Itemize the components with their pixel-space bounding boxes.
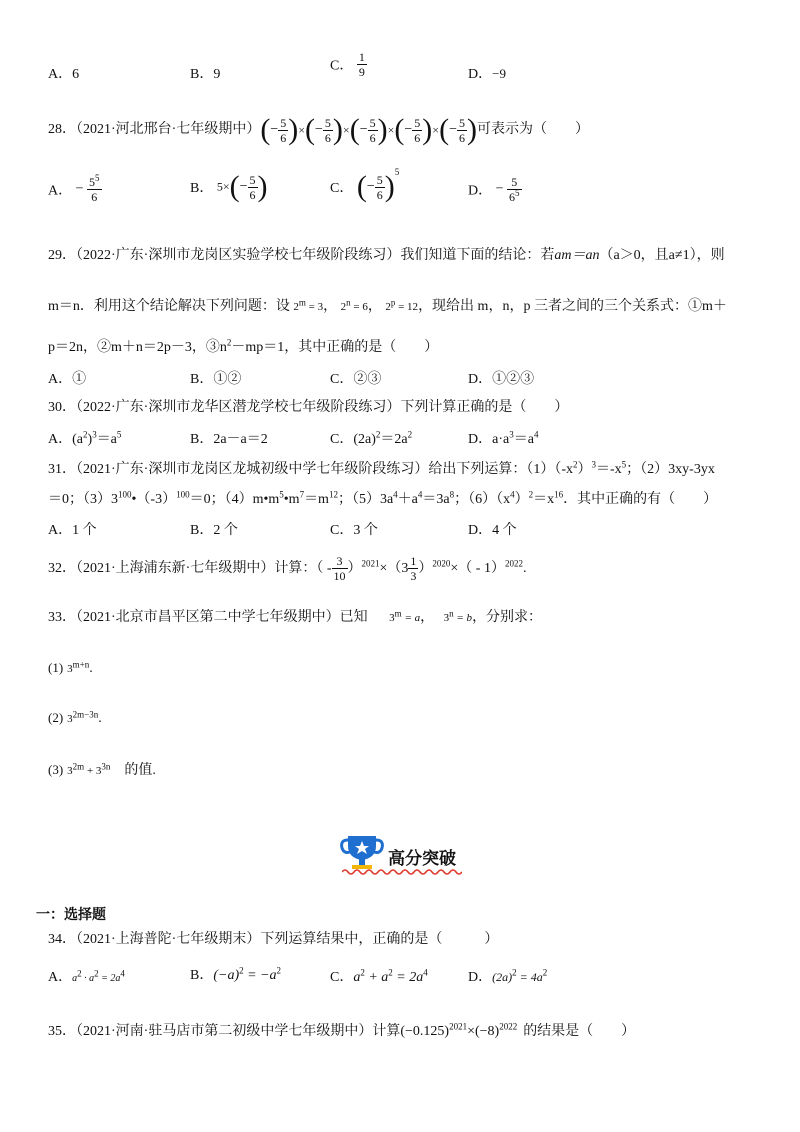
q27-option-a: A．6 xyxy=(48,67,80,82)
q31-option-b: B．2 个 xyxy=(190,523,238,538)
section-banner xyxy=(338,832,468,880)
q31-line-2: ＝0；$(3)3^{100}•(-3)^{100}=0$；$(4)m•m^5•m^7=m^{12}$；$(5)3a^4+a^4=3a^8$；$(6)(x^4)^2=x^{16}$．其中正确的有（ ） xyxy=(48,489,718,507)
q30-option-a: A．$(a^2)^3=a^5$ xyxy=(48,429,122,447)
question-28: 28．（2021·河北邢台·七年级期中）(− $\frac{5}{6}$ )×(− $\frac{5}{6}$ )×(− $\frac{5}{6}$ )×(− $\frac{5}{6}$ )×(− $\frac{5}{6}$ )可表示为（ ） xyxy=(48,113,589,146)
question-35: 35．（2021·河南·驻马店市第二初级中学七年级期中）计算$(-0.125)^{2021}\times(-8)^{2022}$ 的结果是（ ） xyxy=(48,1021,636,1039)
q34-option-a: A．$a^2 \cdot a^2 = 2a^4$ xyxy=(48,968,125,985)
q29-option-a: A．① xyxy=(48,372,87,387)
wavy-underline xyxy=(342,868,462,876)
q28-factor: (− $\frac{5}{6}$ ) xyxy=(349,113,388,146)
q34-option-c: C．$a^2 + a^2 = 2a^4$ xyxy=(330,967,428,985)
q33-part-2: (2) $3^{2m-3n}$. xyxy=(48,709,102,726)
q30-option-d: D．$a\cdot a^3=a^4$ xyxy=(468,429,539,447)
q34-option-d: D．$(2a)^2 = 4a^2$ xyxy=(468,967,548,985)
question-32: 32．（2021·上海浦东新·七年级期中）计算：（ - $\frac{3}{10}$ ）$^{2021}$×（3 $\frac{1}{3}$ ）$^{2020}$×（ - 1）$^{2022}$. xyxy=(48,554,527,584)
q27-option-b: B．9 xyxy=(190,67,221,82)
q30-option-c: C．$(2a)^2=2a^2$ xyxy=(330,429,413,447)
section-heading: 一：选择题 xyxy=(36,908,106,923)
q31-line-1: 31．（2021·广东·深圳市龙岗区龙城初级中学七年级阶段练习）给出下列运算：$(1)(-x^2)^3=-x^5$；（2）3xy-3yx xyxy=(48,459,715,477)
q28-option-b: B． 5×(− $\frac{5}{6}$ ) xyxy=(190,170,268,203)
q29-option-d: D．①②③ xyxy=(468,372,535,387)
q28-option-c: C． (− $\frac{5}{6}$ )$^5$ xyxy=(330,167,400,203)
q34-option-b: B．$(-a)^2 = -a^2$ xyxy=(190,965,282,983)
q29-line-3: p＝2n，②m＋n＝2p－3，$③n^2-mp=1$，其中正确的是（ ） xyxy=(48,337,439,355)
q31-option-c: C．3 个 xyxy=(330,523,378,538)
q29-option-b: B．①② xyxy=(190,372,242,387)
q28-expression: (− $\frac{5}{6}$ )×(− $\frac{5}{6}$ )×(− $\frac{5}{6}$ )×(− $\frac{5}{6}$ )×(− $\frac{5}{6}$ ) xyxy=(260,113,477,146)
question-30: 30．（2022·广东·深圳市龙华区潜龙学校七年级阶段练习）下列计算正确的是（ ） xyxy=(48,400,569,415)
q29-line-2: m＝n．利用这个结论解决下列问题：设 $2^m = 3$， $2^n = 6$， $2^p = 12$，现给出 m，n，p 三者之间的三个关系式：①m＋ xyxy=(48,297,727,314)
trophy-icon xyxy=(340,832,384,872)
q28-factor: (− $\frac{5}{6}$ ) xyxy=(439,113,477,146)
q27-option-d: D．−9 xyxy=(468,66,506,82)
q29-line-1: 29．（2022·广东·深圳市龙岗区实验学校七年级阶段练习）我们知道下面的结论：若am＝an（a＞0，且a≠1），则 xyxy=(48,248,725,263)
banner-title: 高分突破 xyxy=(388,849,456,868)
q29-option-c: C．②③ xyxy=(330,372,382,387)
q28-option-a: A． − $\frac{5^5}{6}$ xyxy=(48,173,100,204)
q28-option-d: D． − $\frac{5}{6^5}$ xyxy=(468,175,520,204)
q33-part-1: (1) $3^{m+n}$. xyxy=(48,659,93,676)
question-34: 34．（2021·上海普陀·七年级期末）下列运算结果中，正确的是（ ） xyxy=(48,932,499,947)
q31-option-d: D．4 个 xyxy=(468,523,517,538)
q28-factor: (− $\frac{5}{6}$ ) xyxy=(305,113,343,146)
question-33: 33．（2021·北京市昌平区第二中学七年级期中）已知 $3^m = a$， $3^n = b$，分别求： xyxy=(48,608,543,625)
q27-option-c: C． $\frac{1}{9}$ xyxy=(330,50,365,79)
q33-part-3: (3) $3^{2m} + 3^{3n}$ 的值. xyxy=(48,761,156,778)
q31-option-a: A．1 个 xyxy=(48,523,97,538)
q28-factor: (− $\frac{5}{6}$ ) xyxy=(260,113,299,146)
q30-option-b: B．2a－a＝2 xyxy=(190,432,268,447)
q28-factor: (− $\frac{5}{6}$ ) xyxy=(394,113,433,146)
